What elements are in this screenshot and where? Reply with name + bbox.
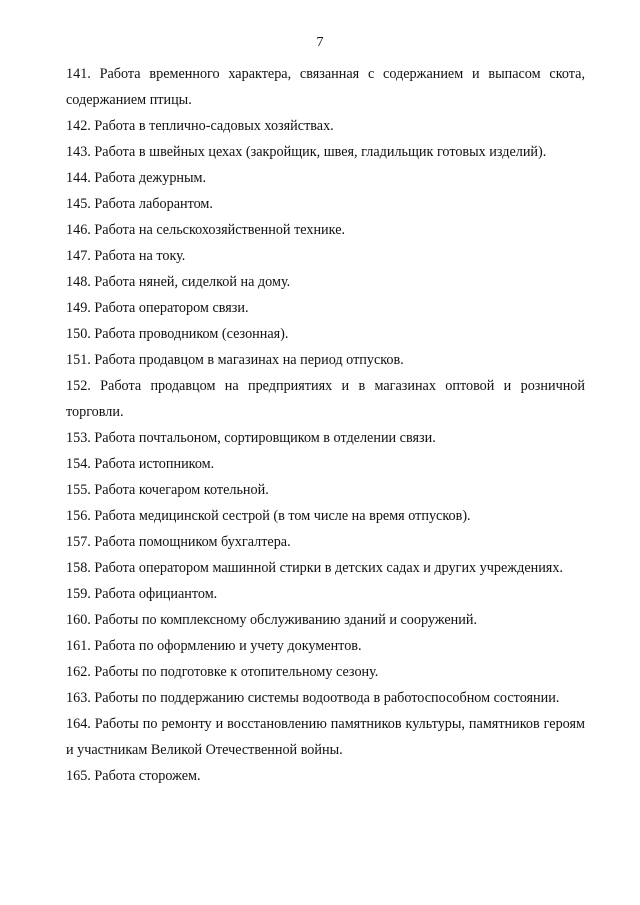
- list-item: 163. Работы по поддержанию системы водоотвода в работоспособном состоянии.: [66, 690, 560, 706]
- list-item: 155. Работа кочегаром котельной.: [66, 482, 269, 498]
- list-item: 143. Работа в швейных цехах (закройщик, швея, гладильщик готовых изделий).: [66, 144, 547, 160]
- list-item: 158. Работа оператором машинной стирки в детских садах и других учреждениях.: [66, 560, 563, 576]
- list-item: 141. Работа временного характера, связанная с содержанием и выпасом скота, содержанием птицы.: [66, 66, 585, 108]
- list-item: 153. Работа почтальоном, сортировщиком в отделении связи.: [66, 430, 436, 446]
- job-list: [66, 61, 585, 789]
- list-item: 145. Работа лаборантом.: [66, 196, 213, 212]
- list-item: 157. Работа помощником бухгалтера.: [66, 534, 291, 550]
- list-item: 165. Работа сторожем.: [66, 768, 201, 784]
- list-item: 154. Работа истопником.: [66, 456, 215, 472]
- list-item: 144. Работа дежурным.: [66, 170, 207, 186]
- list-item: 156. Работа медицинской сестрой (в том числе на время отпусков).: [66, 508, 471, 524]
- list-item: 160. Работы по комплексному обслуживанию зданий и сооружений.: [66, 612, 478, 628]
- list-item: 149. Работа оператором связи.: [66, 300, 249, 316]
- list-item: 161. Работа по оформлению и учету документов.: [66, 638, 362, 654]
- list-item: 164. Работы по ремонту и восстановлению памятников культуры, памятников героям и участникам Великой Отечественной войны.: [66, 716, 585, 758]
- list-item: 146. Работа на сельскохозяйственной технике.: [66, 222, 346, 238]
- page-number: 7: [316, 35, 324, 50]
- list-item: 152. Работа продавцом на предприятиях и в магазинах оптовой и розничной торговли.: [66, 378, 585, 420]
- list-item: 151. Работа продавцом в магазинах на период отпусков.: [66, 352, 404, 368]
- list-item: 162. Работы по подготовке к отопительному сезону.: [66, 664, 379, 680]
- list-item: 148. Работа няней, сиделкой на дому.: [66, 274, 291, 290]
- list-item: 159. Работа официантом.: [66, 586, 218, 602]
- list-item: 150. Работа проводником (сезонная).: [66, 326, 289, 342]
- list-item: 142. Работа в теплично-садовых хозяйствах.: [66, 118, 334, 134]
- list-item: 147. Работа на току.: [66, 248, 186, 264]
